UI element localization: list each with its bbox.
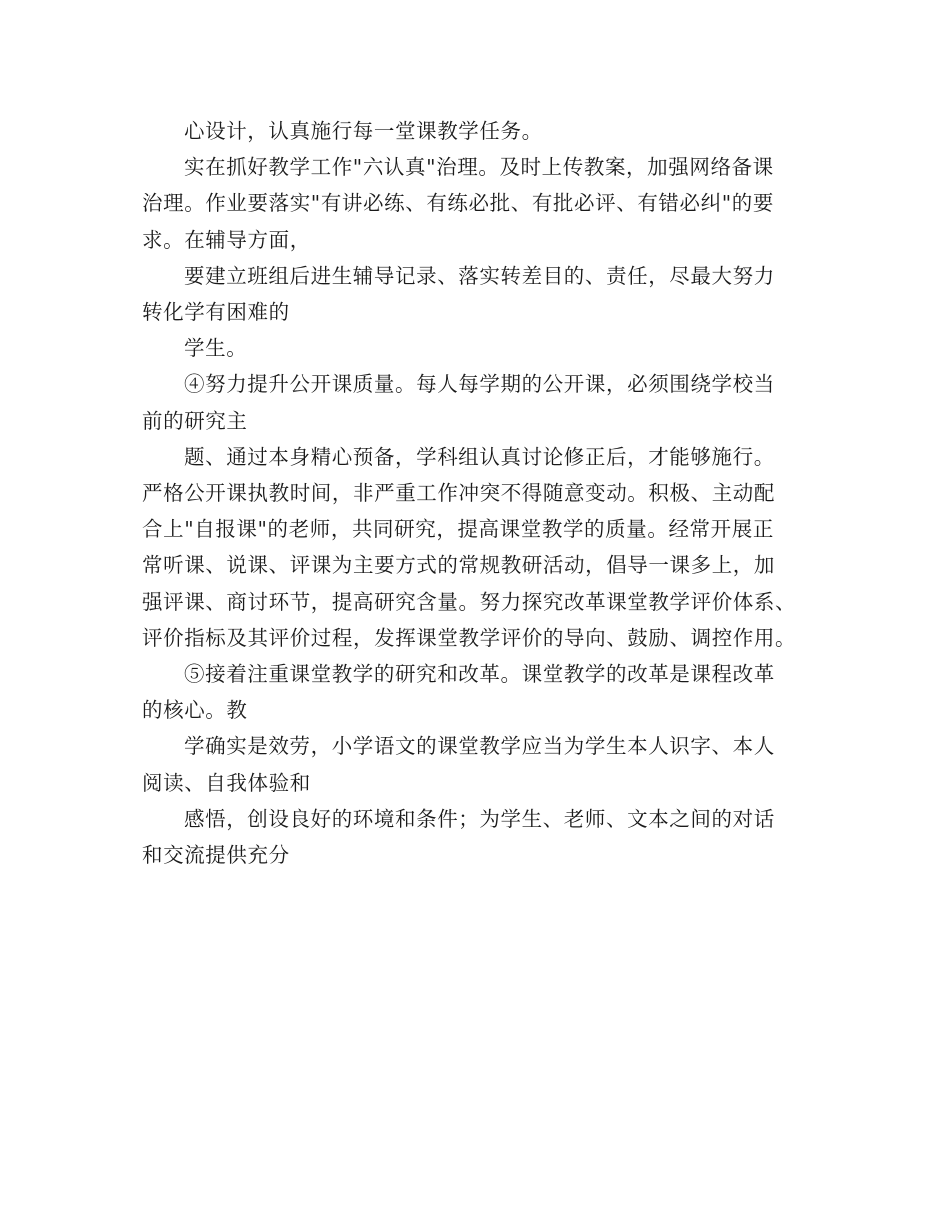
- text-line: 前的研究主: [142, 408, 248, 433]
- text-line: 转化学有困难的: [142, 300, 290, 325]
- text-line: 的核心。教: [142, 698, 248, 723]
- text-line: ⑤接着注重课堂教学的研究和改革。课堂教学的改革是课程改革: [184, 662, 775, 687]
- text-line: 治理。作业要落实"有讲必练、有练必批、有批必评、有错必纠"的要: [142, 191, 774, 216]
- text-line: 学生。: [184, 336, 248, 361]
- text-line: ④努力提升公开课质量。每人每学期的公开课，必须围绕学校当: [184, 372, 775, 397]
- text-line: 题、通过本身精心预备，学科组认真讨论修正后，才能够施行。: [184, 444, 775, 469]
- text-line: 感悟，创设良好的环境和条件；为学生、老师、文本之间的对话: [184, 806, 775, 831]
- text-line: 阅读、自我体验和: [142, 770, 311, 795]
- text-line: 学确实是效劳，小学语文的课堂教学应当为学生本人识字、本人: [184, 734, 775, 759]
- document-body: [142, 113, 832, 873]
- text-line: 强评课、商讨环节，提高研究含量。努力探究改革课堂教学评价体系、: [142, 589, 797, 614]
- text-line: 要建立班组后进生辅导记录、落实转差目的、责任，尽最大努力: [184, 263, 775, 288]
- text-line: 实在抓好教学工作"六认真"治理。及时上传教案，加强网络备课: [184, 155, 774, 180]
- text-line: 严格公开课执教时间，非严重工作冲突不得随意变动。积极、主动配: [142, 481, 775, 506]
- text-line: 合上"自报课"的老师，共同研究，提高课堂教学的质量。经常开展正: [142, 517, 774, 542]
- text-line: 和交流提供充分: [142, 843, 290, 868]
- text-line: 常听课、说课、评课为主要方式的常规教研活动，倡导一课多上，加: [142, 553, 775, 578]
- text-line: 评价指标及其评价过程，发挥课堂教学评价的导向、鼓励、调控作用。: [142, 625, 797, 650]
- text-line: 心设计，认真施行每一堂课教学任务。: [184, 119, 543, 143]
- text-line: 求。在辅导方面，: [142, 227, 311, 252]
